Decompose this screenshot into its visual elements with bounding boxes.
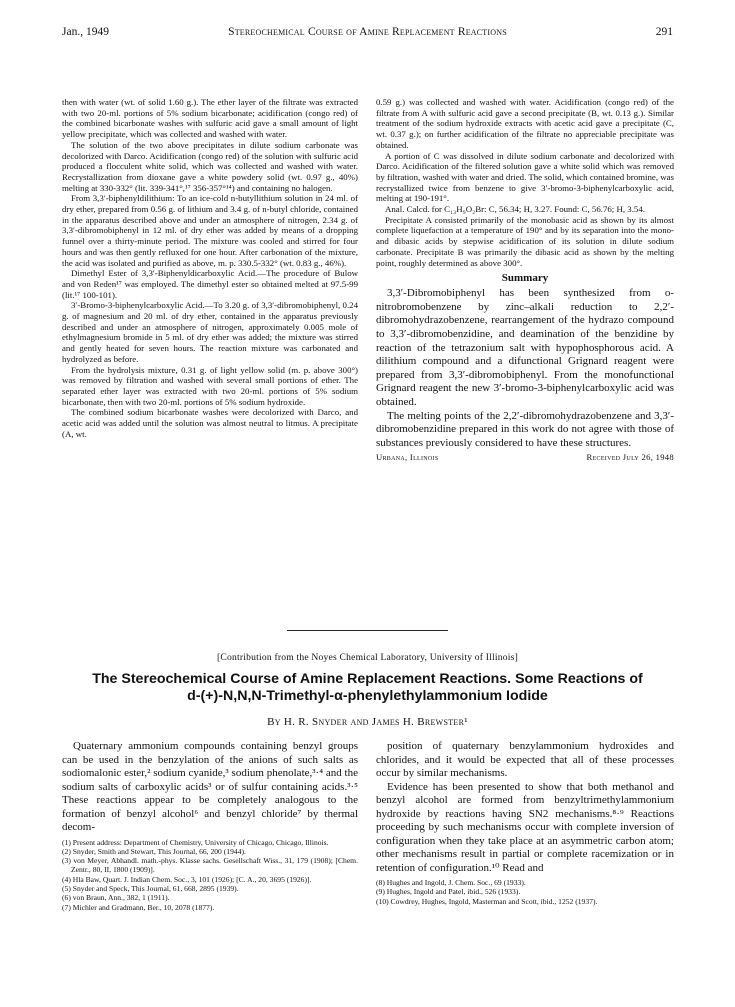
running-head [62,26,673,42]
paragraph: From the hydrolysis mixture, 0.31 g. of light yellow solid (m. p. above 300°) was removed by filtration and washed with several small portions of ether. The separated ether layer was extracted with two 20-ml. portions of 5% sodium bicarbonate, then with two 20-ml. portions of 5% sodium hydroxide. [62,364,358,407]
paragraph: 0.59 g.) was collected and washed with water. Acidification (congo red) of the filtrate from A with sulfuric acid gave a second precipitate (B, wt. 0.13 g.). Similar treatment of the sodium hydroxide extracts with acetic acid gave a precipitate (C, wt. 0.37 g.); on further acidification of the filtrate no appreciable precipitate was obtained. [376,97,674,150]
article-right-column [376,740,674,1002]
title-line: The Stereochemical Course of Amine Replacement Reactions. Some Reactions of [92,671,643,687]
paragraph: The combined sodium bicarbonate washes were decolorized with Darco, and acetic acid was added until the solution was almost neutral to litmus. A precipitate (A, wt. [62,407,358,439]
page-number: 291 [655,26,673,38]
paragraph: 3′-Bromo-3-biphenylcarboxylic Acid.—To 3.20 g. of 3,3′-dibromobiphenyl, 0.24 g. of magnesium and 20 ml. of dry ether, contained in the apparatus previously described and under an atmosphere of nitrogen, approximately 0.005 mole of ethylmagnesium bromide in 5 ml. of dry ether was added; the mixture was stirred and gently heated for seven hours. The reaction mixture was carbonated and hydrolyzed as before. [62,300,358,364]
paragraph: A portion of C was dissolved in dilute sodium carbonate and decolorized with Darco. Acidification of the filtered solution gave a white solid which was removed by filtration, washed with water and dried. The solid, which contained bromine, was recrystallized twice from benzene to give 3′-bromo-3-biphenylcarboxylic acid, melting at 190-191°. [376,150,674,204]
footnote: (9) Hughes, Ingold and Patel, ibid., 526 (1933). [376,887,521,897]
issue-date: Jan., 1949 [62,26,109,38]
footnotes [62,838,358,912]
paragraph: The solution of the two above precipitates in dilute sodium carbonate was decolorized with Darco. Acidification (congo red) of the solution with sulfuric acid produced a flocculent white solid, which was collected and washed with water. Recrystallization from dioxane gave a white powdery solid (wt. 0.97 g., 40%) melting at 330-332° (lit. 339-341°,¹⁷ 356-357°¹⁴) and containing no halogen. [62,139,358,193]
summary-paragraph: 3,3′-Dibromobiphenyl has been synthesized from o-nitrobromobenzene by zinc–alkali reduction to 2,2′-dibromohydrazobenzene, rearrangement of the hydrazo compound to 3,3′-dibromobenzidine, and deamination of the benzidine by reaction of the tetrazonium salt with hypophosphorous acid. A dilithium compound and a difunctional Grignard reagent were prepared from 3,3′-dibromobiphenyl. From the monofunctional Grignard reagent the new 3′-bromo-3-biphenylcarboxylic acid was obtained. [376,287,674,408]
running-title: Stereochemical Course of Amine Replacement Reactions [228,26,507,38]
summary-text [376,287,674,450]
footnote: (8) Hughes and Ingold, J. Chem. Soc., 69 (1933). [376,878,526,887]
footnotes [376,878,674,906]
footnote: (5) Snyder and Speck, This Journal, 61, 668, 2895 (1939). [62,883,239,893]
paragraph: From 3,3′-biphenyldilithium: To an ice-cold n-butyllithium solution in 24 ml. of dry ether, prepared from 0.56 g. of lithium and 3.4 g. of n-butyl chloride, contained in the apparatus described above and under an atmosphere of nitrogen, 2.34 g. of 3,3′-dibromobiphenyl in 12 ml. of dry ether was added by means of a dropping funnel over a thirty-minute period. The mixture was cooled and stirred for four hours and was then gently refluxed for one hour. After carbonation of the mixture, the acid was isolated and purified as above, m. p. 330.5-332° (wt. 0.83 g., 46%). [62,193,358,268]
location: Urbana, Illinois [376,452,439,463]
byline: By H. R. Snyder and James H. Brewster¹ [267,716,468,728]
paragraph: then with water (wt. of solid 1.60 g.). The ether layer of the filtrate was extracted with two 20-ml. portions of 5% sodium bicarbonate; acidification (congo red) of the combined bicarbonate washes with sulfuric acid gave a small amount of light yellow precipitate, which was collected and washed with water. [62,97,358,140]
footnote: (10) Cowdrey, Hughes, Ingold, Masterman and Scott, ibid., 1252 (1937). [376,896,598,906]
footnote: (1) Present address: Department of Chemistry, University of Chicago, Chicago, Illinois. [62,837,329,847]
paragraph: Dimethyl Ester of 3,3′-Biphenyldicarboxylic Acid.—The procedure of Bulow and von Reden¹⁷ was employed. The dimethyl ester so obtained melted at 97.5-99 (lit.¹⁷ 100-101). [62,268,358,300]
received-date: Received July 26, 1948 [586,452,674,463]
summary-paragraph: The melting points of the 2,2′-dibromohydrazobenzene and 3,3′-dibromobenzidine prepared in this work do not agree with those of substances previously considered to have these structures. [376,409,674,449]
footnote: (6) von Braun, Ann., 382, 1 (1911). [62,893,170,903]
title-line: d-(+)-N,N,N-Trimethyl-α-phenylethylammonium Iodide [187,688,548,704]
paragraph: Precipitate A consisted primarily of the monobasic acid as shown by its almost complete liquefaction at a temperature of 190° and by its separation into the mono- and dibasic acids by stepwise acidification of its solution in dilute sodium carbonate. Precipitate B was primarily the dibasic acid as shown by the melting point, roughly determined as above 300°. [376,214,674,268]
footnote: (3) von Meyer, Abhandl. math.-phys. Klasse sachs. Gesellschaft Wiss., 31, 179 (1908); [Chem. Zentr., 80, II, 1800 (1909)]. [62,856,358,875]
paragraph: Quaternary ammonium compounds containing benzyl groups can be used in the benzylation of the anions of such salts as sodiomalonic ester,² sodium cyanide,³ sodium phenolate,³·⁴ and the sodium salts of carboxylic acids³ or of sulfur containing acids.³·⁵ These reactions appear to be completely analogous to the formation of benzyl alcohol⁶ and benzyl chloride⁷ by thermal decom- [62,740,358,833]
experimental-left-column [62,97,358,615]
paragraph: Evidence has been presented to show that both methanol and benzyl alcohol are formed from benzyltrimethylammonium hydroxide by reactions having SN2 mechanisms.⁸·⁹ Reactions proceeding by such mechanisms occur with complete inversion of configuration when they take place at an asymmetric carbon atom; other mechanisms result in partial or complete racemization or in retention of configuration.¹⁰ Read and [376,780,674,874]
contribution-line: [Contribution from the Noyes Chemical Laboratory, University of Illinois] [217,652,518,663]
section-divider [287,630,448,631]
footnote: (7) Michler and Gradmann, Ber., 10, 2078 (1877). [62,902,215,912]
paragraph: position of quaternary benzylammonium hydroxides and chlorides, and it would be expected that all of these processes occur by similar mechanisms. [376,740,674,779]
footnote: (4) Hla Baw, Quart. J. Indian Chem. Soc., 3, 101 (1926); [C. A., 20, 3695 (1926)]. [62,874,312,884]
experimental-right-column [376,97,674,617]
article-title [40,671,695,705]
summary-heading: Summary [501,272,549,285]
elemental-analysis: Anal. Calcd. for C₁₃H₉O₂Br: C, 56.34; H, 3.27. Found: C, 56.76; H, 3.54. [385,204,645,215]
signature-line [376,452,674,463]
article-left-column [62,740,358,1002]
footnote: (2) Snyder, Smith and Stewart, This Journal, 66, 200 (1944). [62,846,246,856]
